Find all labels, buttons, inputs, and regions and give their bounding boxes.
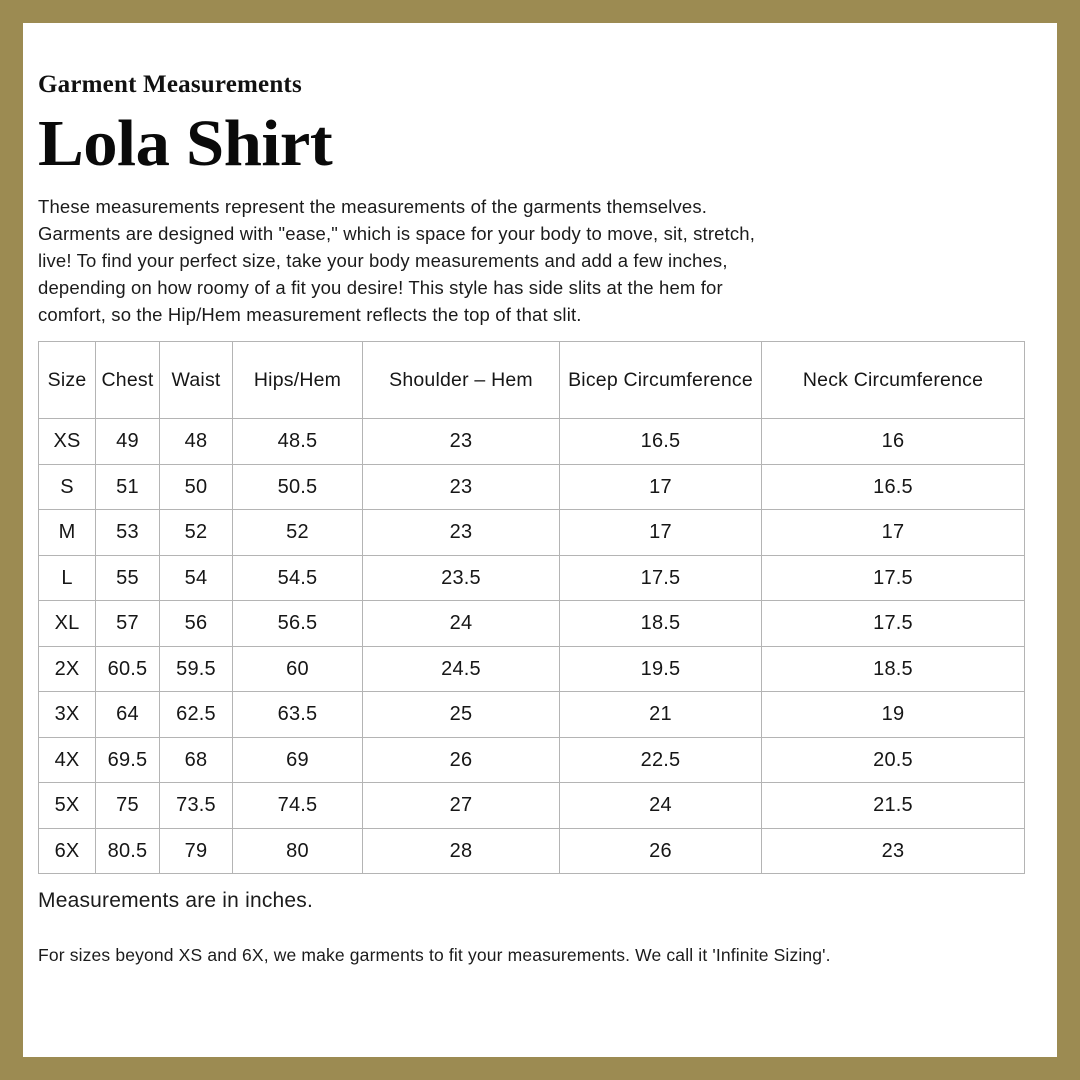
cell-shoulder-hem: 24 — [363, 601, 560, 647]
cell-shoulder-hem: 28 — [363, 828, 560, 874]
table-row — [39, 646, 1025, 692]
cell-chest: 51 — [96, 464, 160, 510]
page-eyebrow: Garment Measurements — [38, 71, 302, 98]
column-header-hips-hem: Hips/Hem — [233, 342, 363, 419]
cell-chest: 55 — [96, 555, 160, 601]
cell-neck: 16.5 — [762, 464, 1025, 510]
cell-waist: 68 — [160, 737, 233, 783]
cell-chest: 75 — [96, 783, 160, 829]
cell-hips-hem: 63.5 — [233, 692, 363, 738]
cell-hips-hem: 69 — [233, 737, 363, 783]
cell-hips-hem: 50.5 — [233, 464, 363, 510]
table-row — [39, 692, 1025, 738]
cell-size: 2X — [39, 646, 96, 692]
cell-shoulder-hem: 24.5 — [363, 646, 560, 692]
cell-bicep: 16.5 — [560, 419, 762, 465]
cell-waist: 48 — [160, 419, 233, 465]
cell-bicep: 17 — [560, 464, 762, 510]
table-body — [39, 419, 1025, 874]
cell-chest: 53 — [96, 510, 160, 556]
cell-hips-hem: 54.5 — [233, 555, 363, 601]
cell-neck: 16 — [762, 419, 1025, 465]
intro-paragraph: These measurements represent the measurements of the garments themselves. Garments are designed with "ease," which is space for your body to move, sit, stretch, live! To find your perfect size, take your body measurements and add a few inches, depending on how roomy of a fit you desire! This style has side slits at the hem for comfort, so the Hip/Hem measurement reflects the top of that slit. — [38, 196, 756, 325]
cell-size: M — [39, 510, 96, 556]
cell-waist: 62.5 — [160, 692, 233, 738]
size-chart-page — [23, 23, 1057, 1057]
cell-waist: 56 — [160, 601, 233, 647]
cell-neck: 17.5 — [762, 601, 1025, 647]
cell-shoulder-hem: 27 — [363, 783, 560, 829]
cell-chest: 49 — [96, 419, 160, 465]
cell-waist: 73.5 — [160, 783, 233, 829]
cell-bicep: 21 — [560, 692, 762, 738]
measurements-table — [38, 341, 1025, 874]
cell-bicep: 22.5 — [560, 737, 762, 783]
cell-size: XL — [39, 601, 96, 647]
table-row — [39, 828, 1025, 874]
table-row — [39, 419, 1025, 465]
cell-waist: 54 — [160, 555, 233, 601]
cell-neck: 19 — [762, 692, 1025, 738]
cell-bicep: 26 — [560, 828, 762, 874]
cell-neck: 23 — [762, 828, 1025, 874]
table-row — [39, 464, 1025, 510]
cell-size: 5X — [39, 783, 96, 829]
cell-bicep: 24 — [560, 783, 762, 829]
column-header-waist: Waist — [160, 342, 233, 419]
note-infinite-sizing: For sizes beyond XS and 6X, we make garments to fit your measurements. We call it 'Infinite Sizing'. — [38, 945, 831, 966]
cell-bicep: 17 — [560, 510, 762, 556]
table-row — [39, 783, 1025, 829]
cell-neck: 18.5 — [762, 646, 1025, 692]
table-row — [39, 510, 1025, 556]
cell-neck: 17.5 — [762, 555, 1025, 601]
cell-hips-hem: 80 — [233, 828, 363, 874]
cell-shoulder-hem: 23 — [363, 510, 560, 556]
cell-shoulder-hem: 23 — [363, 464, 560, 510]
cell-waist: 52 — [160, 510, 233, 556]
cell-shoulder-hem: 25 — [363, 692, 560, 738]
column-header-shoulder-hem: Shoulder – Hem — [363, 342, 560, 419]
cell-chest: 57 — [96, 601, 160, 647]
cell-size: XS — [39, 419, 96, 465]
cell-hips-hem: 52 — [233, 510, 363, 556]
cell-waist: 59.5 — [160, 646, 233, 692]
cell-hips-hem: 48.5 — [233, 419, 363, 465]
column-header-chest: Chest — [96, 342, 160, 419]
cell-neck: 17 — [762, 510, 1025, 556]
cell-shoulder-hem: 26 — [363, 737, 560, 783]
cell-size: S — [39, 464, 96, 510]
table-row — [39, 601, 1025, 647]
cell-hips-hem: 74.5 — [233, 783, 363, 829]
measurements-table-wrap — [38, 328, 1042, 874]
cell-chest: 69.5 — [96, 737, 160, 783]
column-header-size: Size — [39, 342, 96, 419]
table-row — [39, 555, 1025, 601]
column-header-bicep: Bicep Circumference — [560, 342, 762, 419]
cell-hips-hem: 56.5 — [233, 601, 363, 647]
cell-waist: 50 — [160, 464, 233, 510]
table-header-row — [39, 342, 1025, 419]
note-units: Measurements are in inches. — [38, 889, 314, 913]
cell-chest: 80.5 — [96, 828, 160, 874]
table-row — [39, 737, 1025, 783]
cell-hips-hem: 60 — [233, 646, 363, 692]
cell-bicep: 19.5 — [560, 646, 762, 692]
cell-bicep: 18.5 — [560, 601, 762, 647]
cell-chest: 64 — [96, 692, 160, 738]
page-title: Lola Shirt — [38, 106, 333, 180]
column-header-neck: Neck Circumference — [762, 342, 1025, 419]
page-content — [38, 23, 1042, 1057]
cell-chest: 60.5 — [96, 646, 160, 692]
cell-bicep: 17.5 — [560, 555, 762, 601]
cell-waist: 79 — [160, 828, 233, 874]
cell-neck: 20.5 — [762, 737, 1025, 783]
cell-neck: 21.5 — [762, 783, 1025, 829]
cell-shoulder-hem: 23 — [363, 419, 560, 465]
cell-size: 3X — [39, 692, 96, 738]
cell-size: 6X — [39, 828, 96, 874]
cell-size: L — [39, 555, 96, 601]
cell-size: 4X — [39, 737, 96, 783]
cell-shoulder-hem: 23.5 — [363, 555, 560, 601]
